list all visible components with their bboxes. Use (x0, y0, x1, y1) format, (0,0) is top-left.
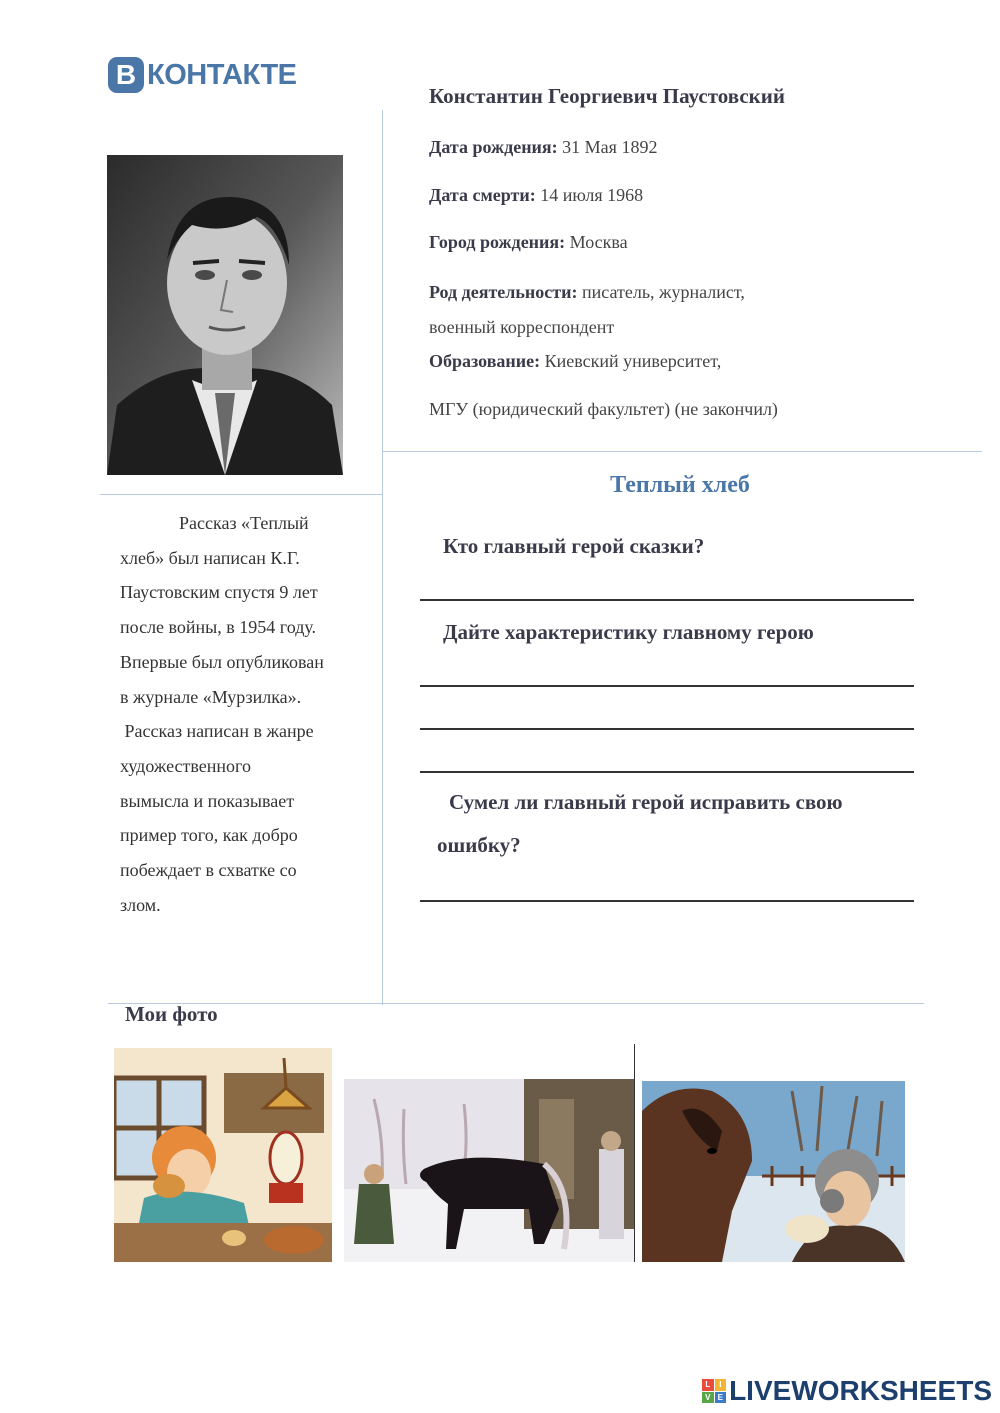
story-line: Рассказ написан в жанре (120, 721, 314, 742)
education (429, 351, 721, 372)
death-value: 14 июля 1968 (535, 185, 644, 205)
education-cont: МГУ (юридический факультет) (не закончил) (429, 399, 778, 419)
story-line: пример того, как добро (120, 825, 298, 846)
photos-title: Мои фото (125, 1002, 218, 1026)
photo-divider (634, 1044, 635, 1262)
column-divider (382, 110, 383, 1005)
right-divider (382, 451, 982, 452)
liveworksheets-mark (702, 1379, 726, 1403)
birth-date (429, 137, 657, 158)
question-3-cont: ошибку? (437, 833, 521, 857)
answer-line-2c[interactable] (420, 771, 914, 773)
liveworksheets-text: LIVEWORKSHEETS (729, 1375, 992, 1406)
occupation-value: писатель, журналист, (577, 282, 745, 302)
story-line: после войны, в 1954 году. (120, 617, 317, 638)
vk-logo (108, 56, 297, 94)
question-2: Дайте характеристику главному герою (443, 620, 814, 644)
question-1: Кто главный герой сказки? (443, 534, 705, 558)
left-divider (100, 494, 382, 495)
birth-city (429, 232, 628, 253)
occupation-cont: военный корреспондент (429, 317, 615, 337)
birth-value: 31 Мая 1892 (557, 137, 658, 157)
story-line: Впервые был опубликован (120, 651, 324, 672)
education-label: Образование: (429, 351, 541, 371)
photo-boy-bread (114, 1048, 332, 1262)
answer-line-1[interactable] (420, 599, 914, 601)
photo-horse-boy (642, 1081, 905, 1262)
story-line: в журнале «Мурзилка». (120, 686, 302, 707)
mark-letter: I (715, 1379, 727, 1391)
story-line: художественного (120, 755, 251, 776)
education-value: Киевский университет, (540, 351, 722, 371)
occupation-label: Род деятельности: (429, 282, 578, 302)
city-label: Город рождения: (429, 232, 566, 252)
story-line: побеждает в схватке со (120, 860, 297, 881)
worksheet-title: Теплый хлеб (610, 472, 750, 498)
story-line: Рассказ «Теплый (179, 513, 309, 533)
question-3: Сумел ли главный герой исправить свою (449, 790, 843, 814)
story-line: злом. (120, 894, 161, 915)
vk-logo-text: КОНТАКТЕ (147, 58, 297, 91)
bottom-divider (108, 1003, 924, 1004)
mark-letter: V (702, 1392, 714, 1404)
vk-logo-mark: В (108, 57, 144, 93)
photo-horse-winter (344, 1079, 634, 1262)
author-name: Константин Георгиевич Паустовский (429, 84, 785, 108)
author-portrait (107, 155, 343, 475)
liveworksheets-logo (702, 1375, 992, 1407)
answer-line-2a[interactable] (420, 685, 914, 687)
story-description (120, 506, 360, 922)
birth-label: Дата рождения: (429, 137, 558, 157)
answer-line-3[interactable] (420, 900, 914, 902)
story-line: вымысла и показывает (120, 790, 295, 811)
answer-line-2b[interactable] (420, 728, 914, 730)
mark-letter: E (715, 1392, 727, 1404)
city-value: Москва (565, 232, 628, 252)
story-line: хлеб» был написан К.Г. (120, 547, 300, 568)
death-date (429, 185, 643, 206)
mark-letter: L (702, 1379, 714, 1391)
death-label: Дата смерти: (429, 185, 536, 205)
story-line: Паустовским спустя 9 лет (120, 582, 318, 603)
occupation (429, 282, 745, 303)
